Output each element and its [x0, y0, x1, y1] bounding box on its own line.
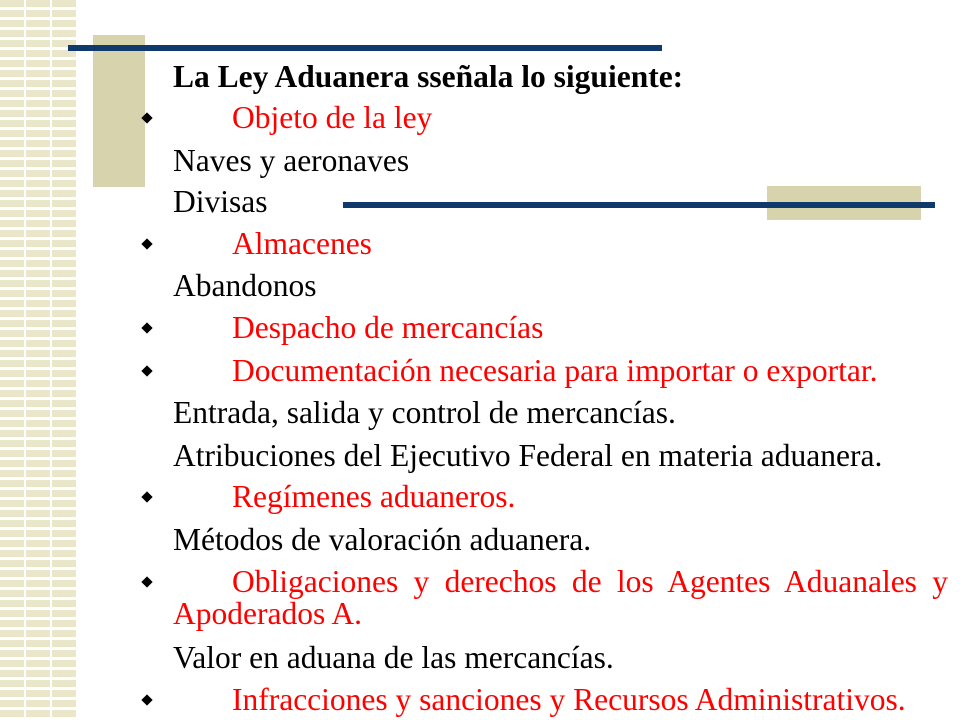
bullet-list-item: Regímenes aduaneros.: [232, 479, 516, 514]
diamond-bullet-icon: [141, 238, 152, 249]
bullet-list-item: Objeto de la ley: [232, 100, 433, 135]
bullet-list-item: Documentación necesaria para importar o exportar.: [232, 353, 878, 388]
list-item: Atribuciones del Ejecutivo Federal en materia aduanera.: [173, 438, 883, 473]
list-item: Abandonos: [173, 268, 317, 303]
list-item: Divisas: [173, 184, 268, 219]
list-item: Entrada, salida y control de mercancías.: [173, 395, 676, 430]
rule-line-middle: [343, 202, 935, 208]
diamond-bullet-icon: [141, 365, 152, 376]
diamond-bullet-icon: [141, 491, 152, 502]
bullet-list-item: Obligaciones y derechos de los Agentes Aduanales y Apoderados A.: [173, 564, 948, 631]
diamond-bullet-icon: [141, 576, 152, 587]
diamond-bullet-icon: [141, 322, 152, 333]
list-item: Valor en aduana de las mercancías.: [173, 640, 614, 675]
diamond-bullet-icon: [141, 694, 152, 705]
left-stripe-band: [0, 0, 76, 720]
bullet-list-item: Infracciones y sanciones y Recursos Administrativos.: [232, 682, 906, 717]
bullet-list-item: Despacho de mercancías: [232, 310, 544, 345]
slide-title: La Ley Aduanera sseñala lo siguiente:: [173, 59, 684, 94]
list-item: Naves y aeronaves: [173, 143, 410, 178]
accent-block-top-left: [93, 35, 145, 187]
list-item: Métodos de valoración aduanera.: [173, 522, 592, 557]
bullet-list-item: Almacenes: [232, 226, 372, 261]
rule-line-top: [68, 45, 662, 51]
